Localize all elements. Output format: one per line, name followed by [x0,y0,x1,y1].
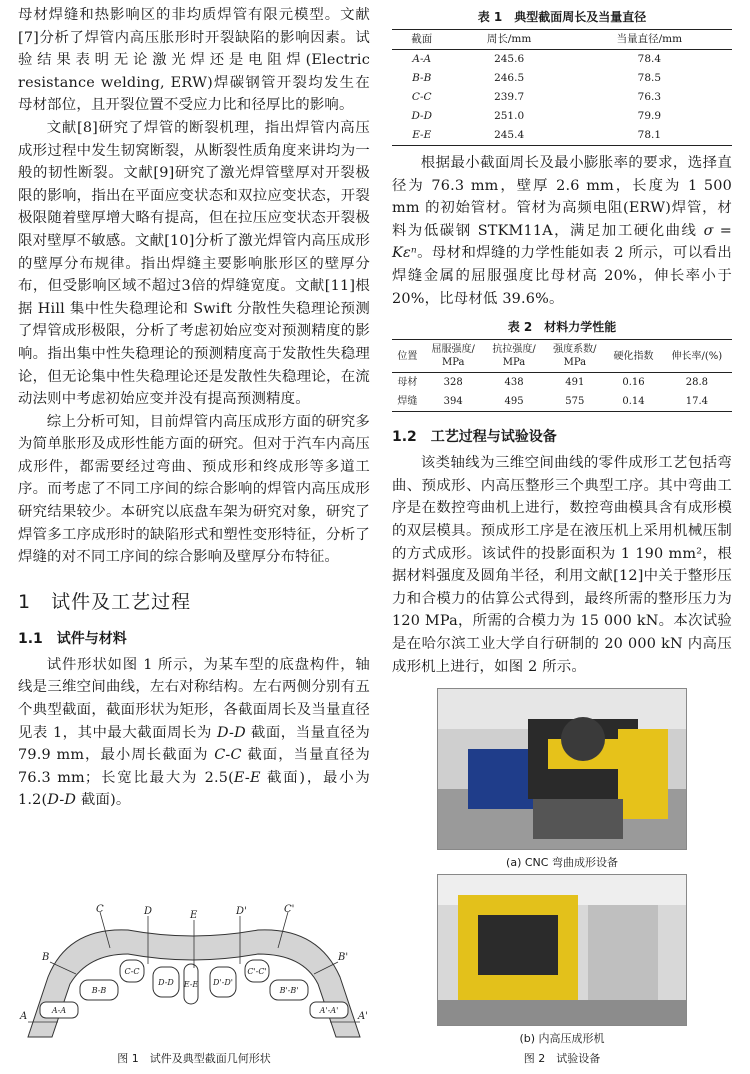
table-cell: 394 [443,396,463,408]
figure-2a-caption: (a) CNC 弯曲成形设备 [506,856,618,869]
paragraph-summary: 综上分析可知，目前焊管内高压成形方面的研究多为简单胀形及成形性能方面的研究。但对于汽车内高压成形件，都需要经过弯曲、预成形和终成形等多道工序。而考虑了不同工序间的综合影响的焊管内高压成形研究结果较少。本研究以底盘车架为研究对象，研究了焊管多工序成形时的缺陷形式和塑性变形特征，分析了焊缝的对不同工序间的综合影响及壁厚分布特征。 [18,413,370,566]
table-cell: 328 [443,377,463,389]
section-label-bb: B-B [91,986,107,995]
cut-label-e: E [190,910,198,921]
table-cell: C-C [411,91,432,103]
left-column [18,0,371,1065]
table-1-header: 截面 [411,33,433,45]
table-row [392,88,732,107]
table-cell: 245.6 [494,53,525,65]
table-cell: 0.14 [622,396,645,408]
table-cell: B-B [412,72,432,84]
section-label-a2a2: A'-A' [319,1006,339,1015]
table-2-header-row [392,340,732,373]
cut-label-a: A [20,1011,28,1022]
table-row [392,126,732,146]
hydroforming-machine-photo [437,874,687,1026]
table-row [392,373,732,393]
section-heading-1-2: 1.2 工艺过程与试验设备 [392,429,557,446]
section-label-c2c2: C'-C' [247,967,267,976]
table-cell: D-D [411,110,433,122]
paragraph-material: 根据最小截面周长及最小膨胀率的要求，选择直径为 76.3 mm，壁厚 2.6 mm，长度为 1 500 mm 的初始管材。管材为高频电阻(ERW)焊管，材料为低碳钢 STKM11A，满足加工硬化曲线 σ = Kεⁿ。母材和焊缝的力学性能如表 2 所示，可以看出焊缝金属的屈服强度比母材高 20%，伸长率小于 20%，比母材低 39.6%。 [392,155,732,307]
table-cell: 246.5 [494,72,525,84]
cut-label-c: C [96,904,104,915]
table-row [392,392,732,412]
cut-label-d: D [144,906,153,917]
table-cell: 78.4 [637,53,662,65]
section-label-aa: A-A [51,1006,67,1015]
table-1-header: 当量直径/mm [616,33,683,45]
table-row [392,50,732,70]
table-1-caption: 表 1 典型截面周长及当量直径 [477,10,647,24]
table-2-header: 强度系数/ MPa [553,344,597,369]
table-cell: 78.5 [637,72,662,84]
table-cell: 母材 [397,377,418,389]
table-cell: 495 [504,396,524,408]
right-column [392,0,732,1065]
section-label-ee: E-E [183,980,199,989]
table-cell: 17.4 [685,396,708,408]
section-label-d2d2: D'-D' [213,978,233,987]
figure-1-caption: 图 1 试件及典型截面几何形状 [117,1052,271,1065]
table-cell: 0.16 [622,377,645,389]
section-heading-1-1: 1.1 试件与材料 [18,630,127,647]
section-label-b2b2: B'-B' [279,986,299,995]
table-row [392,107,732,126]
table-cell: 79.9 [637,110,662,122]
cnc-bending-machine-photo [437,688,687,850]
table-row [392,69,732,88]
hardening-formula: σ = Kεⁿ [392,222,732,262]
table-2-header: 屈服强度/ MPa [431,344,475,369]
table-2-header: 位置 [397,350,418,362]
table-2 [392,339,732,412]
table-2-header: 硬化指数 [613,350,654,362]
table-cell: 251.0 [494,110,525,122]
paragraph-specimen: 试件形状如图 1 所示，为某车型的底盘构件，轴线是三维空间曲线，左右对称结构。左右两侧分别有五个典型截面，截面形状为矩形，各截面周长及当量直径见表 1，其中最大截面周长为 D-D 截面，当量直径为 79.9 mm，最小周长截面为 C-C 截面，当量直径为 76.3 mm；长宽比最大为 2.5(E-E 截面)，最小为 1.2(D-D 截面)。 [18,656,371,809]
table-cell: 245.4 [494,129,525,141]
table-cell: 438 [504,377,524,389]
cut-label-b2: B' [338,952,349,963]
figure-2-caption: 图 2 试验设备 [523,1052,601,1065]
table-cell: A-A [412,53,432,65]
table-cell: 491 [565,377,585,389]
table-cell: 78.1 [637,129,662,141]
paragraph-literature: 文献[8]研究了焊管的断裂机理，指出焊管内高压成形过程中发生韧窝断裂，从断裂性质角度来讲均为一般的韧性断裂。文献[9]研究了激光焊管壁厚对开裂极限的影响，指出在平面应变状态和双拉应变状态，开裂极限随着壁厚增大略有提高，但在拉压应变状态开裂极限对壁厚不敏感。文献[10]分析了激光焊管内高压成形的壁厚分布规律。指出焊缝主要影响胀形区的壁厚分布，但受影响区域不超过3倍的焊缝宽度。文献[11]根据 Hill 集中性失稳理论和 Swift 分散性失稳理论预测了焊管成形极限，分析了考虑初始应变对预测精度的影响。指出集中性失稳理论的预测精度高于发散性失稳理论，但无论集中性失稳理论还是发散性失稳理论，在流动法则中考虑初始应变并没有提高预测精度。 [18,119,370,408]
table-2-caption: 表 2 材料力学性能 [507,320,617,335]
table-2-header: 伸长率/(%) [671,350,723,362]
table-2-header: 抗拉强度/ MPa [492,344,536,369]
table-cell: E-E [412,129,432,141]
cut-label-d2: D' [236,906,247,917]
section-label-cc: C-C [124,967,140,976]
paragraph-intro: 母材焊缝和热影响区的非均质焊管有限元模型。文献[7]分析了焊管内高压胀形时开裂缺陷的影响因素。试验结果表明无论激光焊还是电阻焊(Electric resistance welding, ERW)焊碳钢管开裂均发生在母材部位，且开裂位置不受应力比和径厚比的影响。 [18,7,370,114]
table-1 [392,29,732,146]
section-label-dd: D-D [158,978,174,987]
table-cell: 239.7 [494,91,525,103]
table-cell: 焊缝 [397,396,418,408]
table-cell: 575 [565,396,585,408]
specimen-diagram [18,902,370,1042]
cut-label-b: B [42,952,50,963]
paragraph-process: 该类轴线为三维空间曲线的零件成形工艺包括弯曲、预成形、内高压整形三个典型工序。其中弯曲工序是在数控弯曲机上进行，数控弯曲模具含有成形模的双层模具。预成形工序是在液压机上采用机械压制的方式成形。该试件的投影面积为 1 190 mm²，根据材料强度及圆角半径，利用文献[12]中关于整形压力和合模力的估算公式得到，最终所需的整形压力为 120 MPa，所需的合模力为 15 000 kN。本次试验是在哈尔滨工业大学自行研制的 20 000 kN 内高压成形机上进行，如图 2 所示。 [392,455,732,675]
table-1-header-row [392,30,732,50]
cut-label-a2: A' [358,1011,368,1022]
table-cell: 28.8 [685,377,708,389]
table-1-header: 周长/mm [486,33,532,45]
figure-2b-caption: (b) 内高压成形机 [519,1032,605,1045]
table-cell: 76.3 [637,91,662,103]
figure-2 [392,688,732,1070]
cut-label-c2: C' [284,904,295,915]
figure-1 [18,902,370,1070]
section-heading-1: 1 试件及工艺过程 [18,590,192,613]
